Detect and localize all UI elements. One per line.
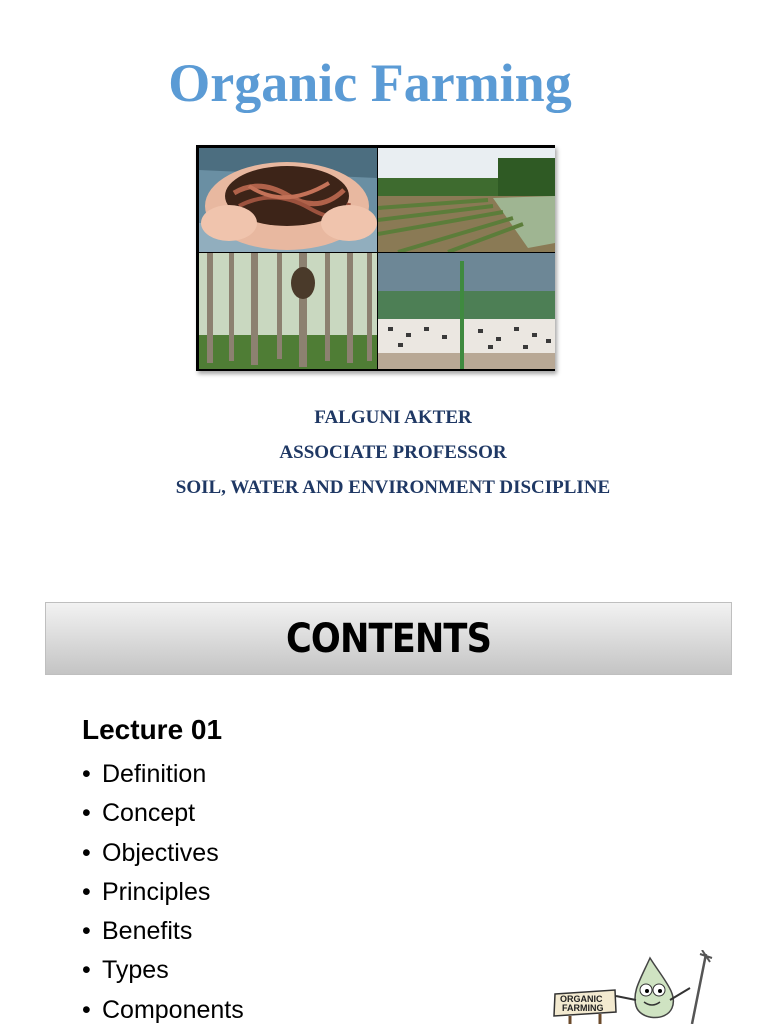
bullet-icon: • xyxy=(82,838,91,867)
topic-list xyxy=(82,755,244,1030)
author-position: ASSOCIATE PROFESSOR xyxy=(279,442,507,463)
topic-label: Concept xyxy=(102,799,196,828)
lecture-heading: Lecture 01 xyxy=(82,714,223,745)
list-item xyxy=(82,794,244,833)
list-item xyxy=(82,951,244,990)
bullet-icon: • xyxy=(82,799,91,828)
list-item xyxy=(82,755,244,794)
sign-text-line-1: ORGANIC xyxy=(560,994,603,1004)
contents-header-bar xyxy=(45,602,732,675)
bullet-icon: • xyxy=(82,877,91,906)
character-arm xyxy=(670,988,690,1000)
hands-earthworms-photo xyxy=(199,148,377,252)
topic-label: Objectives xyxy=(102,838,219,867)
topic-label: Principles xyxy=(102,877,211,906)
list-item xyxy=(82,834,244,873)
bullet-icon: • xyxy=(82,917,91,946)
bullet-icon: • xyxy=(82,760,91,788)
contents-heading: CONTENTS xyxy=(285,615,492,662)
pitchfork-handle xyxy=(692,954,706,1024)
crop-field-photo xyxy=(378,148,555,252)
list-item xyxy=(82,873,244,912)
organic-farming-mascot-illustration xyxy=(540,950,720,1024)
list-item xyxy=(82,912,244,951)
author-info xyxy=(0,400,768,505)
tree-plantation-photo xyxy=(199,253,377,369)
topic-label: Benefits xyxy=(102,917,193,946)
topic-label: Types xyxy=(102,956,169,985)
author-department: SOIL, WATER AND ENVIRONMENT DISCIPLINE xyxy=(175,477,611,498)
author-name: FALGUNI AKTER xyxy=(314,407,472,428)
list-item xyxy=(82,991,244,1030)
sign-text-line-2: FARMING xyxy=(562,1003,604,1013)
compost-shed-photo xyxy=(378,253,555,369)
bullet-icon: • xyxy=(82,956,91,985)
bullet-icon: • xyxy=(82,995,91,1024)
topic-label: Definition xyxy=(102,760,207,788)
topic-label: Components xyxy=(102,995,244,1024)
photo-collage xyxy=(196,145,555,371)
slide-title: Organic Farming xyxy=(168,53,572,113)
character-arm xyxy=(616,996,636,1000)
